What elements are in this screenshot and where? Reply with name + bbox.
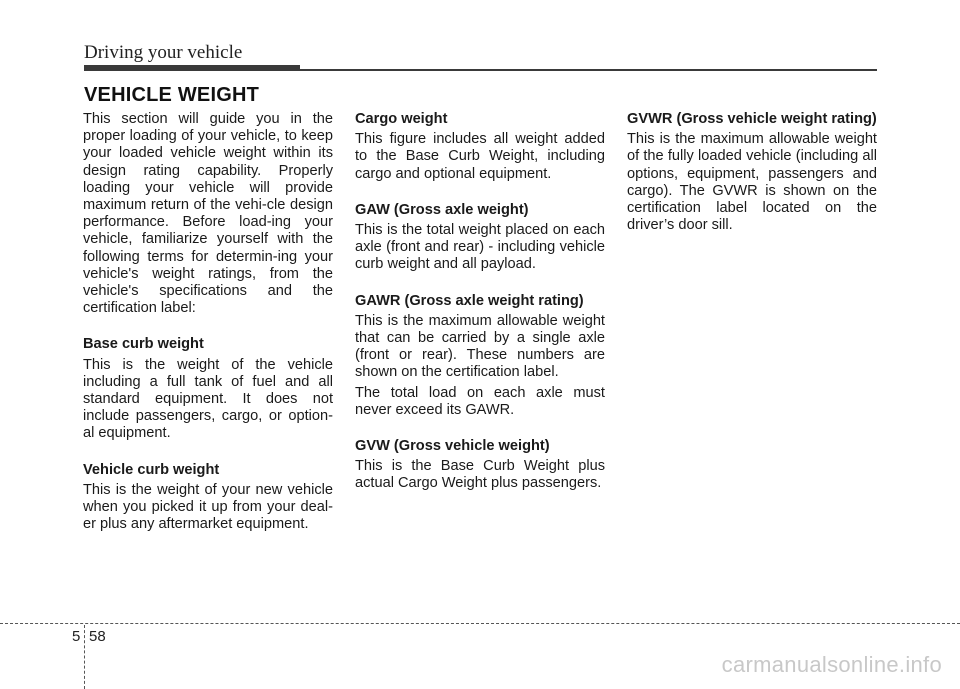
header-rule-thick — [84, 65, 300, 71]
gaw-text: This is the total weight placed on each axle (front and rear) - including vehicle curb weight and all payload. — [355, 222, 605, 273]
column-2 — [355, 111, 605, 493]
gawr-title: GAWR (Gross axle weight rating) — [355, 292, 584, 309]
page-number: 58 — [89, 628, 106, 645]
gawr-text-2: The total load on each axle must never exceed its GAWR. — [355, 384, 605, 418]
cargo-weight-title: Cargo weight — [355, 111, 448, 127]
base-curb-weight-text: This is the weight of the vehicle including a full tank of fuel and all standard equipment. It does not include passengers, cargo, or option-al equipment. — [83, 356, 333, 442]
section-heading: VEHICLE WEIGHT — [84, 84, 260, 106]
gaw-title: GAW (Gross axle weight) — [355, 201, 529, 218]
footer-divider — [84, 625, 85, 689]
header-rule-thin — [300, 69, 877, 71]
footer-rule — [0, 623, 960, 624]
gvwr-title: GVWR (Gross vehicle weight rating) — [627, 111, 877, 127]
intro-paragraph: This section will guide you in the proper loading of your vehicle, to keep your loaded vehicle weight within its design rating capability. Properly loading your vehicle will provide maximum return of the vehi-cle design performance. Before load-ing your vehicle, familiarize yourself with the following terms for determin-ing your vehicle's weight ratings, from the vehicle's specifications and the certification label: — [83, 111, 333, 317]
watermark: carmanualsonline.info — [721, 652, 942, 677]
chapter-number: 5 — [72, 628, 81, 645]
cargo-weight-text: This figure includes all weight added to the Base Curb Weight, including cargo and optional equipment. — [355, 131, 605, 182]
vehicle-curb-weight-title: Vehicle curb weight — [83, 461, 220, 478]
gawr-text-1: This is the maximum allowable weight that can be carried by a single axle (front or rear). These numbers are shown on the certification label. — [355, 312, 605, 381]
gvwr-text: This is the maximum allowable weight of the fully loaded vehicle (including all options, equipment, passengers and cargo). The GVWR is shown on the certification label located on the driver’s door sill. — [627, 131, 877, 234]
gvw-title: GVW (Gross vehicle weight) — [355, 438, 550, 455]
column-1 — [83, 111, 333, 533]
column-3 — [627, 111, 877, 234]
header-title: Driving your vehicle — [84, 42, 243, 63]
base-curb-weight-title: Base curb weight — [83, 336, 204, 353]
gvw-text: This is the Base Curb Weight plus actual Cargo Weight plus passengers. — [355, 458, 605, 492]
vehicle-curb-weight-text: This is the weight of your new vehicle when you picked it up from your deal-er plus any aftermarket equipment. — [83, 481, 333, 533]
